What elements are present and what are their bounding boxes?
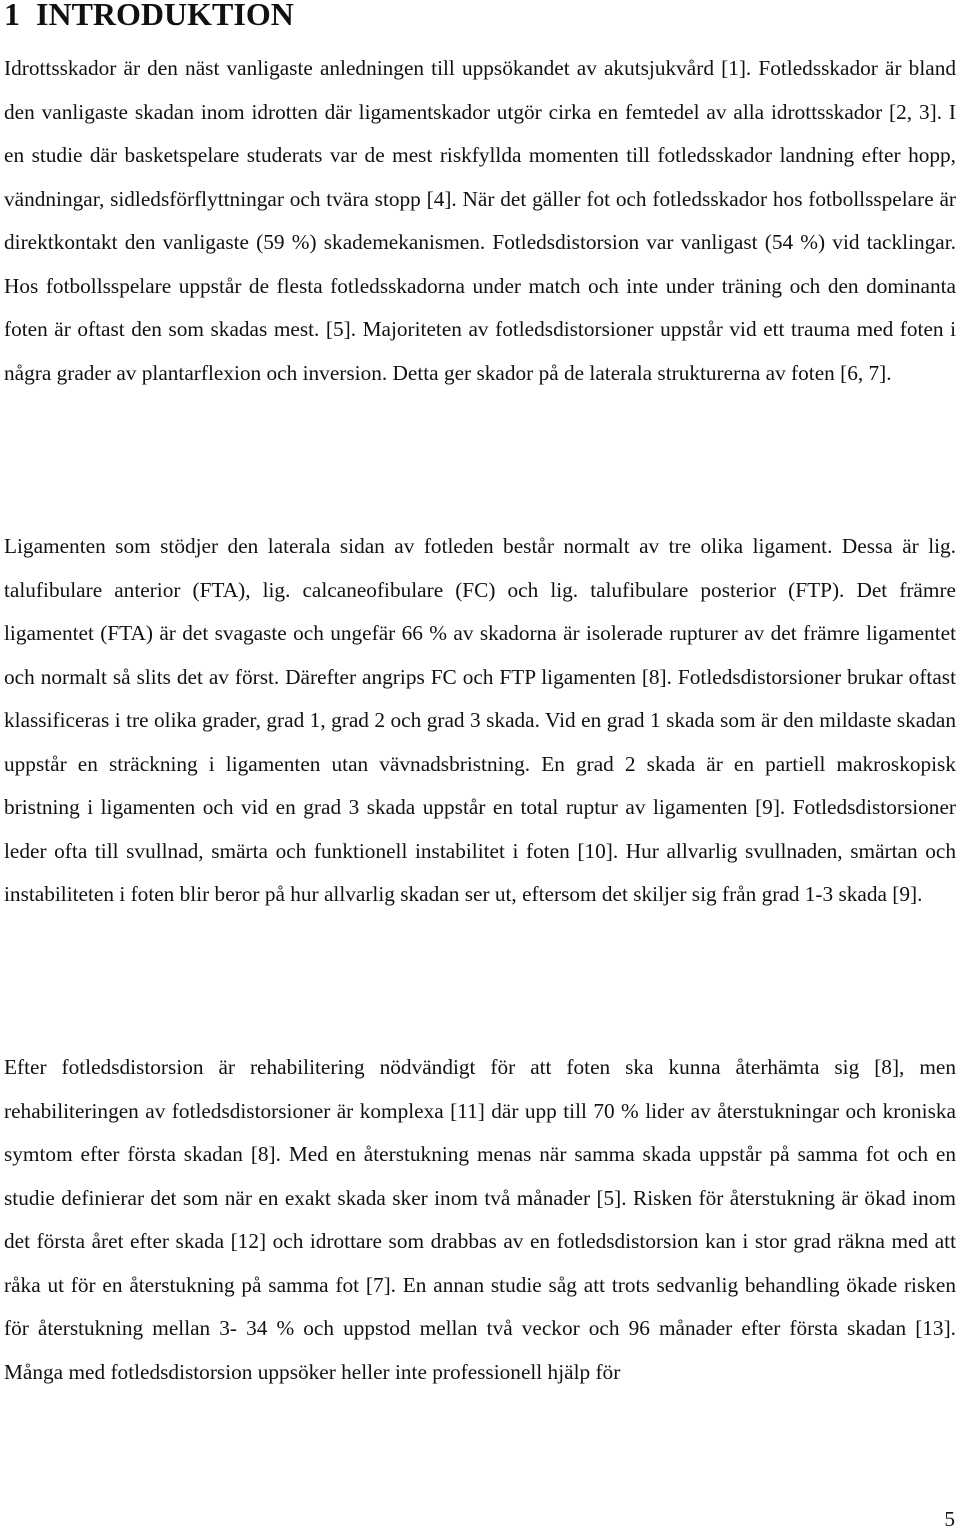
section-heading [4, 0, 294, 36]
paragraph-1: Idrottsskador är den näst vanligaste anledningen till uppsökandet av akutsjukvård [1]. Fotledsskador är bland den vanligaste skadan inom idrotten där ligamentskador utgör cirka en femtedel av alla idrottsskador [2, 3]. I en studie där basketspelare studerats var de mest riskfyllda momenten till fotledsskador landning efter hopp, vändningar, sidledsförflyttningar och tvära stopp [4]. När det gäller fot och fotledsskador hos fotbollsspelare är direktkontakt den vanligaste (59 %) skademekanismen. Fotledsdistorsion var vanligast (54 %) vid tacklingar. Hos fotbollsspelare uppstår de flesta fotledsskadorna under match och inte under träning och den dominanta foten är oftast den som skadas mest. [5]. Majoriteten av fotledsdistorsioner uppstår vid ett trauma med foten i några grader av plantarflexion och inversion. Detta ger skador på de laterala strukturerna av foten [6, 7]. [4, 56, 956, 385]
section-number: 1 [4, 0, 20, 32]
paragraph-2: Ligamenten som stödjer den laterala sidan av fotleden består normalt av tre olika ligament. Dessa är lig. talufibulare anterior (FTA), lig. calcaneofibulare (FC) och lig. talufibulare posterior (FTP). Det främre ligamentet (FTA) är det svagaste och ungefär 66 % av skadorna är isolerade rupturer av det främre ligamentet och normalt så slits det av först. Därefter angrips FC och FTP ligamenten [8]. Fotledsdistorsioner brukar oftast klassificeras i tre olika grader, grad 1, grad 2 och grad 3 skada. Vid en grad 1 skada som är den mildaste skadan uppstår en sträckning i ligamenten utan vävnadsbristning. En grad 2 skada är en partiell makroskopisk bristning i ligamenten och vid en grad 3 skada uppstår en total ruptur av ligamenten [9]. Fotledsdistorsioner leder ofta till svullnad, smärta och funktionell instabilitet i foten [10]. Hur allvarlig svullnaden, smärtan och instabiliteten i foten blir beror på hur allvarlig skadan ser ut, eftersom det skiljer sig från grad 1-3 skada [9]. [4, 534, 956, 906]
paragraph-3: Efter fotledsdistorsion är rehabilitering nödvändigt för att foten ska kunna återhämta sig [8], men rehabiliteringen av fotledsdistorsioner är komplexa [11] där upp till 70 % lider av återstukningar och kroniska symtom efter första skadan [8]. Med en återstukning menas när samma skada uppstår på samma fot och en studie definierar det som när en exakt skada sker inom två månader [5]. Risken för återstukning är ökad inom det första året efter skada [12] och idrottare som drabbas av en fotledsdistorsion kan i stor grad räkna med att råka ut för en återstukning på samma fot [7]. En annan studie såg att trots sedvanlig behandling ökade risken för återstukning mellan 3- 34 % och uppstod mellan två veckor och 96 månader efter första skadan [13]. Många med fotledsdistorsion uppsöker heller inte professionell hjälp för [4, 1055, 956, 1384]
section-title: INTRODUKTION [36, 0, 294, 32]
page-number: 5 [944, 1507, 955, 1531]
